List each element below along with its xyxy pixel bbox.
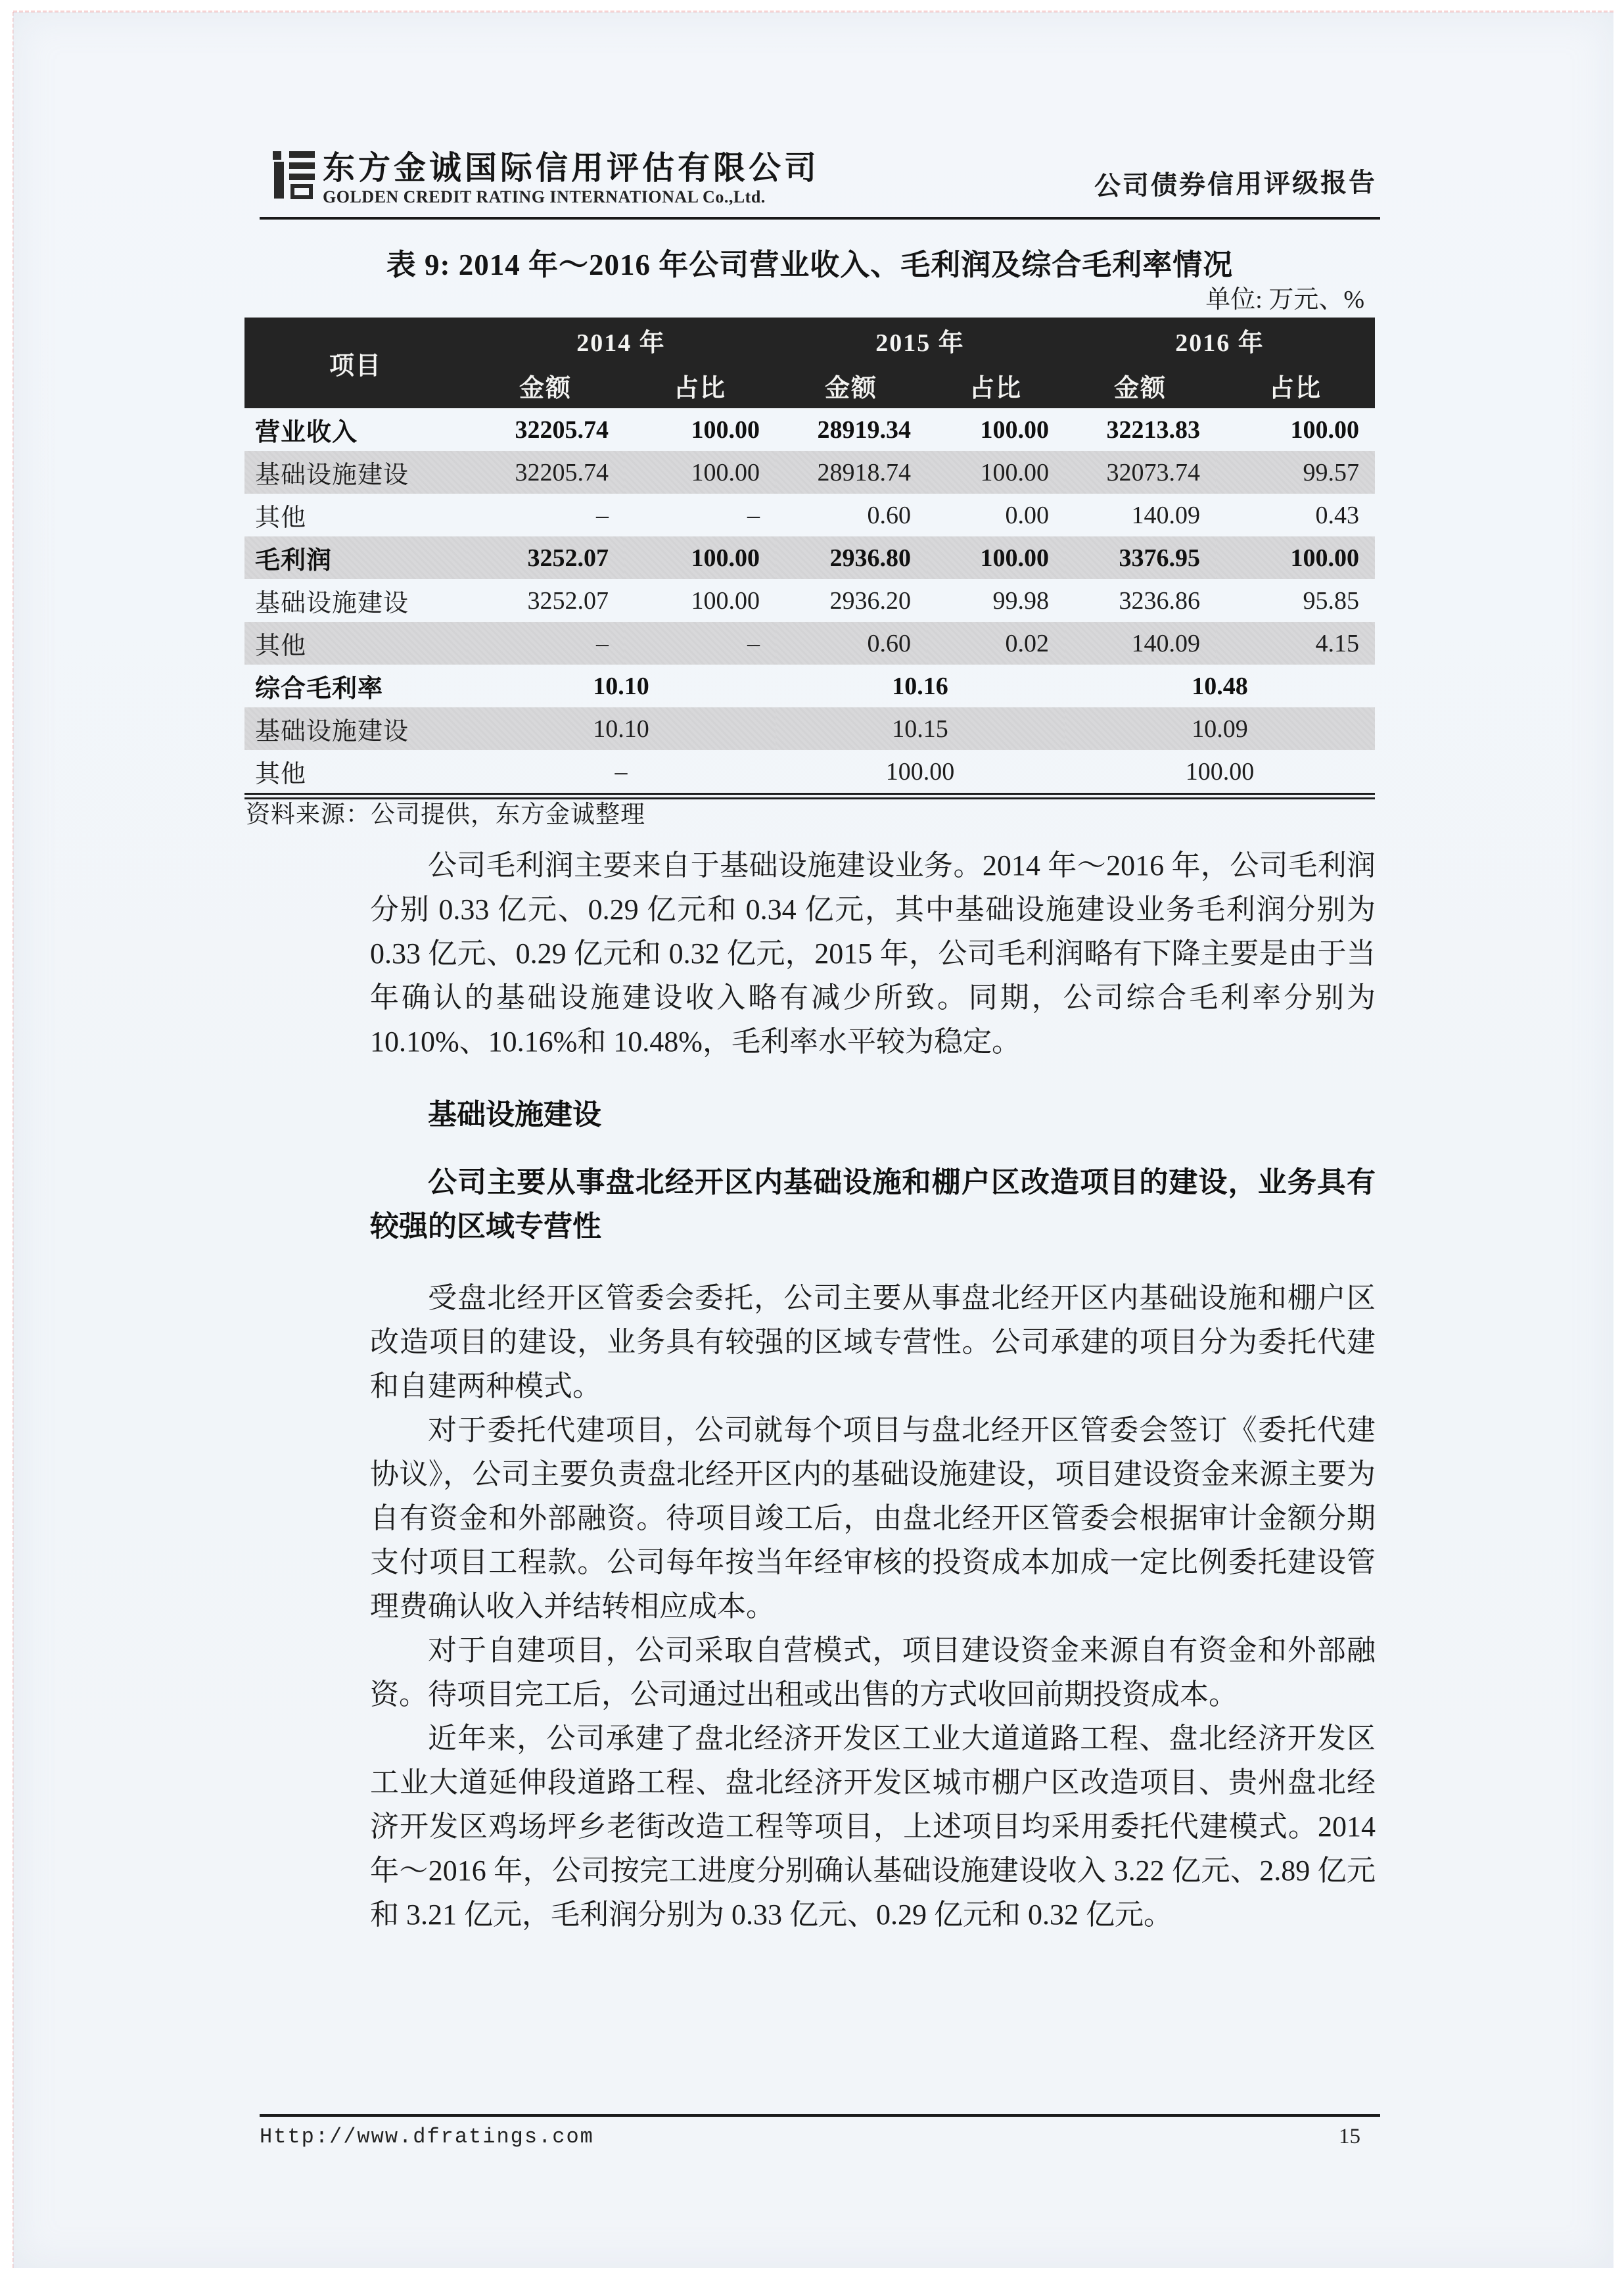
cell: – [624, 622, 776, 665]
source-note: 资料来源：公司提供，东方金诚整理 [246, 801, 645, 828]
row-label: 基础设施建设 [244, 451, 467, 494]
col-header-2016: 2016 年 [1065, 318, 1375, 363]
cell: 10.09 [1065, 707, 1375, 750]
paragraph-recent-projects: 近年来，公司承建了盘北经济开发区工业大道道路工程、盘北经济开发区工业大道延伸段道路工程、盘北经济开发区城市棚户区改造项目、贵州盘北经济开发区鸡场坪乡老街改造工程等项目，上述项目均采用委托代建模式。2014 年～2016 年，公司按完工进度分别确认基础设施建设收入 3.22 亿元、2.89 亿元和 3.21 亿元，毛利润分别为 0.33 亿元、0.29 亿元和 0.32 亿元。 [370, 1722, 1376, 1931]
table-row [244, 408, 1375, 451]
cell: 0.60 [867, 501, 912, 529]
table-row [244, 707, 1375, 750]
row-label: 其他 [244, 622, 467, 665]
paragraph-entrusted-mode: 对于委托代建项目，公司就每个项目与盘北经开区管委会签订《委托代建协议》，公司主要负责盘北经开区内的基础设施建设，项目建设资金来源主要为自有资金和外部融资。待项目竣工后，由盘北经开区管委会根据审计金额分期支付项目工程款。公司每年按当年经审核的投资成本加成一定比例委托建设管理费确认收入并结转相应成本。 [370, 1414, 1376, 1622]
footer [260, 2125, 1380, 2149]
col-header-2014: 2014 年 [467, 318, 776, 363]
col-header-amount: 金额 [467, 363, 624, 408]
cell: 99.98 [992, 586, 1050, 615]
row-label: 其他 [255, 761, 307, 788]
cell: 100.00 [691, 586, 760, 615]
cell: 32205.74 [515, 415, 609, 444]
row-label: 综合毛利率 [255, 675, 384, 703]
row-label: 基础设施建设 [255, 590, 409, 617]
cell: 3252.07 [467, 536, 624, 579]
table-row [244, 494, 1375, 536]
paragraph-entrusted-intro: 受盘北经开区管委会委托，公司主要从事盘北经开区内基础设施和棚户区改造项目的建设，业务具有较强的区域专营性。公司承建的项目分为委托代建和自建两种模式。 [370, 1282, 1376, 1402]
cell: 140.09 [1065, 622, 1216, 665]
col-header-share: 占比 [927, 363, 1065, 408]
table-title: 表 9: 2014 年～2016 年公司营业收入、毛利润及综合毛利率情况 [386, 248, 1234, 281]
col-header-amount: 金额 [1065, 363, 1216, 408]
cell: 3252.07 [527, 586, 609, 615]
table-row [244, 665, 1375, 707]
page-number: 15 [1339, 2125, 1360, 2148]
cell: 32213.83 [1106, 415, 1201, 444]
cell: 100.00 [624, 536, 776, 579]
table-row [244, 451, 1375, 494]
cell: 140.09 [1131, 501, 1201, 529]
cell: – [596, 501, 609, 529]
col-header-amount: 金额 [776, 363, 927, 408]
company-name-block [323, 151, 820, 207]
unit-note: 单位: 万元、% [1205, 286, 1364, 314]
cell: 0.00 [1005, 501, 1050, 529]
company-name-en: GOLDEN CREDIT RATING INTERNATIONAL Co.,Ltd. [323, 187, 766, 206]
cell: 100.00 [980, 415, 1050, 444]
cell: – [467, 622, 624, 665]
cell: 10.10 [467, 707, 776, 750]
cell: 10.15 [776, 707, 1065, 750]
cell: 100.00 [1290, 415, 1360, 444]
report-type-title: 公司债券信用评级报告 [1094, 167, 1378, 201]
table-header-year-row [244, 318, 1375, 363]
footer-url: Http://www.dfratings.com [260, 2125, 594, 2149]
col-header-share: 占比 [624, 363, 776, 408]
paragraph-gross-profit: 公司毛利润主要来自于基础设施建设业务。2014 年～2016 年，公司毛利润分别 0.33 亿元、0.29 亿元和 0.34 亿元，其中基础设施建设业务毛利润分别为 0.33 亿元、0.29 亿元和 0.32 亿元，2015 年，公司毛利润略有下降主要是由于当年确认的基础设施建设收入略有减少所致。同期，公司综合毛利率分别为 10.10%、10.16%和 10.48%，毛利率水平较为稳定。 [370, 849, 1376, 1058]
cell: 100.00 [885, 757, 955, 786]
cell: 28919.34 [817, 415, 912, 444]
cell: 10.48 [1192, 672, 1248, 700]
body-text [370, 843, 1376, 1937]
table-row [244, 579, 1375, 622]
heading-infrastructure: 基础设施建设 [428, 1098, 601, 1131]
row-label: 基础设施建设 [244, 707, 467, 750]
cell: 2936.80 [776, 536, 927, 579]
cell: 95.85 [1303, 586, 1360, 615]
col-header-2015: 2015 年 [776, 318, 1065, 363]
table-row [244, 750, 1375, 796]
cell: 100.00 [1216, 536, 1375, 579]
row-label: 其他 [255, 504, 307, 532]
cell: 100.00 [927, 536, 1065, 579]
cell: 100.00 [624, 451, 776, 494]
cell: 3236.86 [1119, 586, 1201, 615]
cell: 100.00 [927, 451, 1065, 494]
header-divider [260, 217, 1380, 220]
cell: 0.43 [1315, 501, 1360, 529]
cell: 0.60 [776, 622, 927, 665]
col-header-item: 项目 [244, 318, 467, 408]
paragraph-self-build-mode: 对于自建项目，公司采取自营模式，项目建设资金来源自有资金和外部融资。待项目完工后，公司通过出租或出售的方式收回前期投资成本。 [370, 1634, 1376, 1711]
cell: 99.57 [1216, 451, 1375, 494]
table-row [244, 536, 1375, 579]
cell: – [615, 757, 628, 786]
golden-credit-logo-icon [273, 151, 315, 200]
cell: 10.10 [593, 672, 649, 700]
cell: 100.00 [691, 415, 760, 444]
row-label: 营业收入 [255, 419, 358, 446]
cell: 10.16 [892, 672, 948, 700]
company-name-cn: 东方金诚国际信用评估有限公司 [323, 150, 820, 186]
cell: 28918.74 [776, 451, 927, 494]
col-header-share: 占比 [1216, 363, 1375, 408]
cell: 32073.74 [1065, 451, 1216, 494]
revenue-profit-table [244, 318, 1375, 799]
cell: 2936.20 [829, 586, 912, 615]
footer-divider [260, 2114, 1380, 2117]
cell: 100.00 [1185, 757, 1255, 786]
cell: 32205.74 [467, 451, 624, 494]
heading-regional-franchise: 公司主要从事盘北经开区内基础设施和棚户区改造项目的建设，业务具有较强的区域专营性 [370, 1166, 1376, 1242]
table-row [244, 622, 1375, 665]
company-logo-block [273, 151, 820, 207]
cell: 0.02 [927, 622, 1065, 665]
row-label: 毛利润 [244, 536, 467, 579]
cell: 3376.95 [1065, 536, 1216, 579]
cell: – [747, 501, 760, 529]
cell: 4.15 [1216, 622, 1375, 665]
